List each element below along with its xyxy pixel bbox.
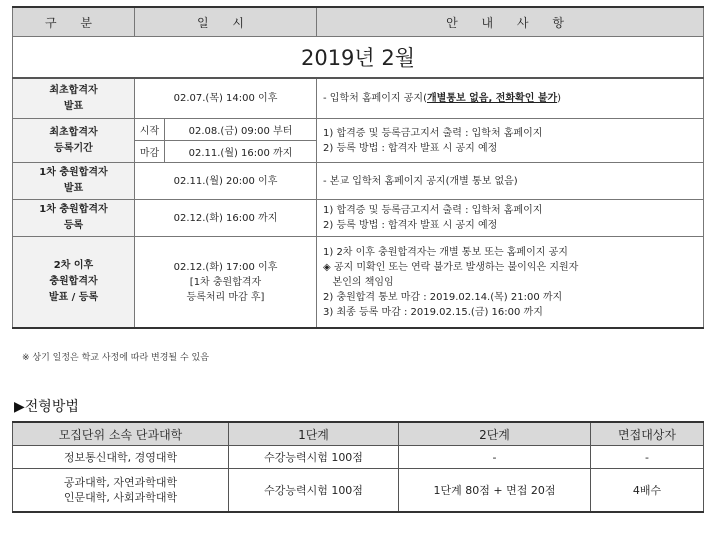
row-label-line: 등록: [63, 220, 84, 231]
interview-cell: 4배수: [591, 469, 704, 513]
stage1-cell: 수강능력시험 100점: [229, 469, 399, 513]
row-notice: [317, 200, 704, 237]
row-label-line: 등록기간: [54, 142, 93, 154]
datetime-line: [1차 충원합격자: [189, 276, 262, 288]
schedule-footnote: ※ 상기 일정은 학교 사정에 따라 변경될 수 있음: [22, 353, 209, 363]
notice-line: 1) 합격증 및 등록금고지서 출력 : 입학처 홈페이지: [323, 205, 543, 216]
college-cell: 정보통신대학, 경영대학: [13, 446, 229, 469]
header-datetime: 일 시: [135, 7, 317, 37]
row-notice: [317, 78, 704, 119]
college-line: 인문대학, 사회과학대학: [63, 491, 178, 504]
datetime-line: 등록처리 마감 후]: [186, 291, 265, 303]
schedule-table: [12, 6, 704, 329]
notice-text: - 입학처 홈페이지 공지(: [323, 93, 427, 104]
notice-line: 1) 합격증 및 등록금고지서 출력 : 입학처 홈페이지: [323, 127, 543, 139]
header-interview: 면접대상자: [591, 422, 704, 446]
notice-line: 1) 2차 이후 충원합격자는 개별 통보 또는 홈페이지 공지: [323, 246, 568, 258]
end-value: 02.11.(월) 16:00 까지: [165, 141, 317, 163]
row-label-line: 발표: [63, 183, 84, 194]
schedule-header-row: [13, 7, 704, 37]
end-key: 마감: [135, 141, 165, 163]
row-notice: [317, 237, 704, 329]
row-label-line: 충원합격자: [49, 276, 98, 287]
row-label: [13, 78, 135, 119]
notice-line: 2) 충원합격 통보 마감 : 2019.02.14.(목) 21:00 까지: [323, 291, 563, 303]
notice-line: 2) 등록 방법 : 합격자 발표 시 공지 예정: [323, 142, 498, 154]
row-datetime: 02.11.(월) 20:00 이후: [135, 163, 317, 200]
row-label-line: 발표 / 등록: [48, 292, 99, 303]
interview-cell: -: [591, 446, 704, 469]
header-category: 구 분: [13, 7, 135, 37]
notice-line: 본인의 책임임: [323, 276, 394, 288]
row-label-line: 발표: [63, 100, 84, 112]
header-college: 모집단위 소속 단과대학: [13, 422, 229, 446]
schedule-row: [13, 119, 704, 141]
row-datetime: 02.12.(화) 16:00 까지: [135, 200, 317, 237]
row-notice: - 본교 입학처 홈페이지 공지(개별 통보 없음): [317, 163, 704, 200]
row-label-line: 1차 충원합격자: [39, 204, 108, 215]
header-notice: 안 내 사 항: [317, 7, 704, 37]
selection-table: [12, 421, 704, 513]
row-datetime: 02.07.(목) 14:00 이후: [135, 78, 317, 119]
row-label: [13, 163, 135, 200]
table-row: [13, 469, 704, 513]
notice-line: 2) 등록 방법 : 합격자 발표 시 공지 예정: [323, 220, 498, 231]
start-key: 시작: [135, 119, 165, 141]
selection-header-row: [13, 422, 704, 446]
notice-text: ): [557, 93, 562, 104]
notice-line: 3) 최종 등록 마감 : 2019.02.15.(금) 16:00 까지: [323, 306, 543, 318]
schedule-row: [13, 237, 704, 329]
table-row: [13, 446, 704, 469]
row-label-line: 2차 이후: [53, 260, 94, 271]
month-row: [13, 37, 704, 79]
notice-emphasis: 개별통보 없음, 전화확인 불가: [427, 93, 558, 104]
stage1-cell: 수강능력시험 100점: [229, 446, 399, 469]
schedule-row: [13, 200, 704, 237]
notice-line: ◈ 공지 미확인 또는 연락 불가로 발생하는 불이익은 지원자: [323, 261, 579, 273]
start-value: 02.08.(금) 09:00 부터: [165, 119, 317, 141]
row-label-line: 최초합격자: [49, 126, 98, 138]
header-stage2: 2단계: [399, 422, 591, 446]
month-title: 2019년 2월: [13, 37, 704, 79]
row-label: [13, 237, 135, 329]
college-cell: [13, 469, 229, 513]
row-label-line: 1차 충원합격자: [39, 167, 108, 178]
schedule-row: [13, 78, 704, 119]
stage2-cell: 1단계 80점 + 면접 20점: [399, 469, 591, 513]
row-label: [13, 119, 135, 163]
section-title: ▶전형방법: [14, 399, 79, 415]
datetime-line: 02.12.(화) 17:00 이후: [173, 261, 278, 273]
row-label-line: 최초합격자: [49, 84, 98, 96]
header-stage1: 1단계: [229, 422, 399, 446]
schedule-row: [13, 163, 704, 200]
stage2-cell: -: [399, 446, 591, 469]
college-line: 공과대학, 자연과학대학: [63, 476, 178, 489]
row-notice: [317, 119, 704, 163]
row-datetime: [135, 237, 317, 329]
row-label: [13, 200, 135, 237]
